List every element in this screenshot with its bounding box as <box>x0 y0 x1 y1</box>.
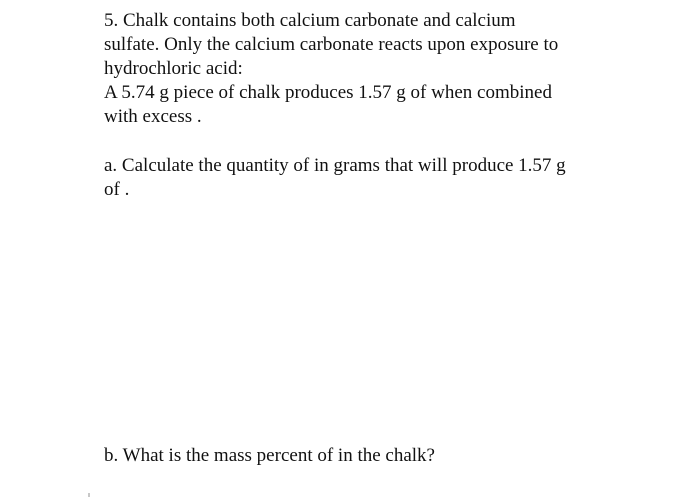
problem-line: sulfate. Only the calcium carbonate reacts upon exposure to <box>104 34 559 55</box>
problem-line: with excess . <box>104 106 202 127</box>
question-a-line: of . <box>104 179 130 200</box>
question-part-a <box>104 154 644 202</box>
problem-line: hydrochloric acid: <box>104 58 243 79</box>
problem-statement <box>104 9 644 129</box>
problem-line: 5. Chalk contains both calcium carbonate and calcium <box>104 10 516 31</box>
question-a-line: a. Calculate the quantity of in grams that will produce 1.57 g <box>104 155 566 176</box>
question-part-b <box>104 444 644 468</box>
problem-line: A 5.74 g piece of chalk produces 1.57 g of when combined <box>104 82 552 103</box>
question-b-line: b. What is the mass percent of in the chalk? <box>104 445 435 466</box>
page-mark <box>88 493 90 497</box>
